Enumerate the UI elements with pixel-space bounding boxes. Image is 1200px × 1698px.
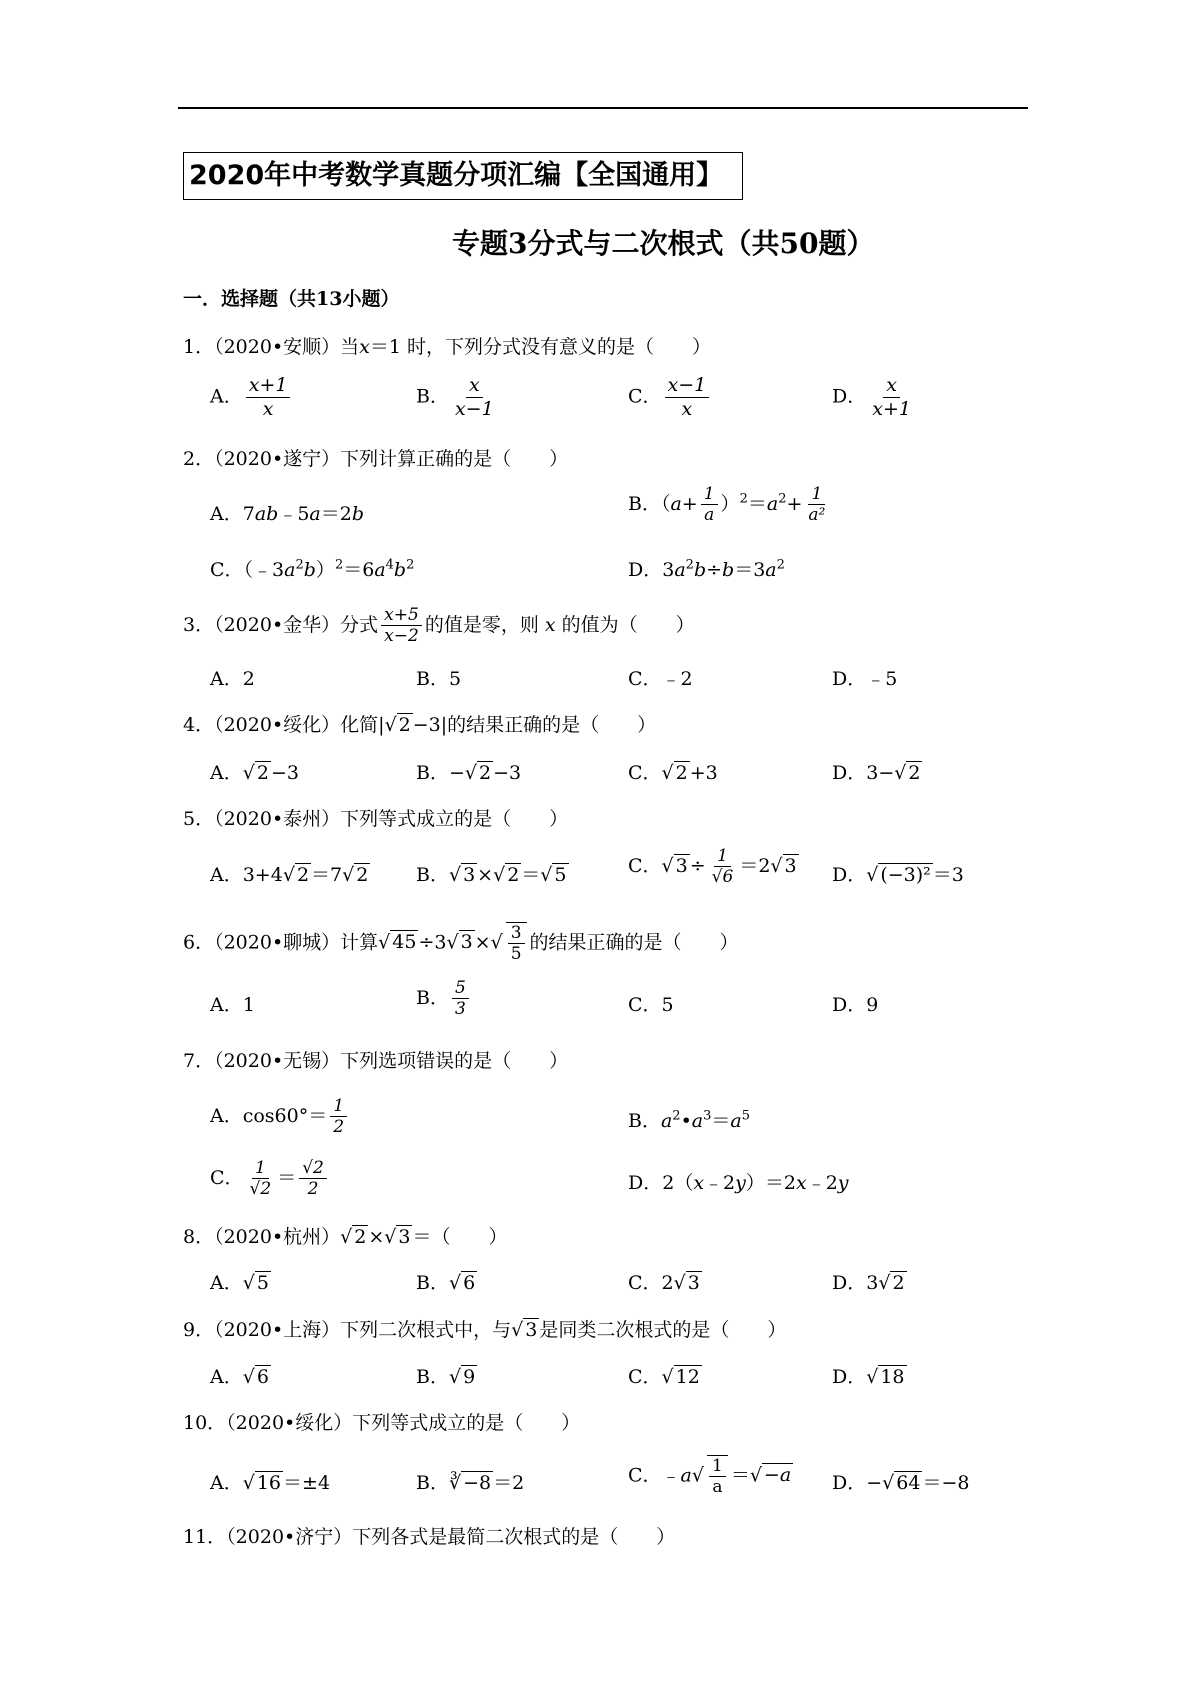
question-9: 9．（2020•上海）下列二次根式中，与√ 3 是同类二次根式的是（ ） — [183, 1319, 787, 1341]
q1-option-d: D． $\frac{x}{x+1}$ — [832, 374, 911, 420]
q1-option-a: A． $\frac{x+1}{x}$ — [210, 374, 293, 421]
q9-option-d: D．√ 18 — [832, 1366, 905, 1388]
q8-option-b: B．√ 6 — [416, 1272, 476, 1294]
question-6: 6．（2020•聊城）计算√ 45 ÷3√ 3 ×√ $\frac{3}{5}$ 的结果正确的是（ ） — [183, 923, 739, 965]
q1-option-c: C． $\frac{x-1}{x}$ — [628, 374, 712, 421]
q3-option-d: D．﹣5 — [832, 668, 898, 690]
q3-option-a: A．2 — [210, 668, 255, 690]
q2-option-a: A．7ab﹣5a＝2b — [210, 503, 364, 525]
q10-option-d: D．−√ 64 ＝−8 — [832, 1472, 970, 1494]
document-title: 2020年中考数学真题分项汇编【全国通用】 — [183, 152, 743, 200]
q4-option-c: C．√ 2 +3 — [628, 762, 718, 784]
q2-option-b: B．（a+ $\frac{1}{a}$ ）$^2=a^2+$ $\frac{1}{\text{a²}}$ — [628, 484, 826, 526]
q7-option-d: D．2（x﹣2y）＝2x﹣2y — [628, 1172, 849, 1194]
q5-option-c: C．√ 3 ÷ $\frac{1}{√6}$ ＝2√ 3 — [628, 846, 797, 888]
q6-option-b: B． $\frac{5}{3}$ — [416, 978, 472, 1020]
q7-option-b: B．$a^2•a^3=a^5$ — [628, 1108, 751, 1132]
q7-option-a: A．cos60°＝ $\frac{1}{2}$ — [210, 1096, 350, 1138]
q4-option-d: D．3−√ 2 — [832, 762, 921, 784]
q6-option-c: C．5 — [628, 994, 674, 1016]
question-10: 10．（2020•绥化）下列等式成立的是（ ） — [183, 1412, 581, 1434]
q3-option-b: B．5 — [416, 668, 462, 690]
q2-option-d: D．$3a^2b\div b=3a^2$ — [628, 557, 785, 581]
section-heading: 一．选择题（共13小题） — [183, 288, 400, 310]
q9-option-a: A．√ 6 — [210, 1366, 269, 1388]
question-4: 4．（2020•绥化）化简|√ 2 −3|的结果正确的是（ ） — [183, 714, 657, 736]
question-1: 1．（2020•安顺）当x＝1 时，下列分式没有意义的是（ ） — [183, 336, 712, 358]
q8-option-c: C．2√ 3 — [628, 1272, 700, 1294]
q6-option-d: D．9 — [832, 994, 879, 1016]
q6-option-a: A．1 — [210, 994, 255, 1016]
q8-option-d: D．3√ 2 — [832, 1272, 905, 1294]
q4-option-b: B．−√ 2 −3 — [416, 762, 522, 784]
question-5: 5．（2020•泰州）下列等式成立的是（ ） — [183, 808, 569, 830]
q5-option-b: B．√ 3 ×√ 2 ＝√ 5 — [416, 864, 567, 886]
q2-option-c: C．$(﹣3a^2b)^2=6a^4b^2$ — [210, 557, 415, 581]
q10-option-b: B．∛ −8 ＝2 — [416, 1472, 525, 1494]
q7-option-c: C． $\frac{1}{√2}$ ＝ $\frac{√2}{2}$ — [210, 1158, 330, 1200]
question-11: 11．（2020•济宁）下列各式是最简二次根式的是（ ） — [183, 1526, 676, 1548]
q3-option-c: C．﹣2 — [628, 668, 693, 690]
q10-option-c: C．﹣a√ $\frac{1}{a}$ ＝√ −a — [628, 1456, 792, 1498]
q9-option-b: B．√ 9 — [416, 1366, 476, 1388]
q10-option-a: A．√ 16 ＝±4 — [210, 1472, 331, 1494]
topic-subtitle: 专题3分式与二次根式（共50题） — [452, 227, 875, 260]
header-rule — [178, 107, 1028, 109]
question-2: 2．（2020•遂宁）下列计算正确的是（ ） — [183, 448, 569, 470]
q4-option-a: A．√ 2 −3 — [210, 762, 299, 784]
question-7: 7．（2020•无锡）下列选项错误的是（ ） — [183, 1050, 569, 1072]
q1-option-b: B． $\frac{x}{x-1}$ — [416, 374, 494, 420]
q8-option-a: A．√ 5 — [210, 1272, 269, 1294]
q5-option-d: D．√ (−3)² ＝3 — [832, 864, 964, 886]
question-8: 8．（2020•杭州）√ 2 ×√ 3 ＝（ ） — [183, 1226, 508, 1248]
question-3: 3．（2020•金华）分式 $\frac{x+5}{x-2}$ 的值是零，则 x 的值为（ ） — [183, 605, 695, 647]
q9-option-c: C．√ 12 — [628, 1366, 700, 1388]
q5-option-a: A．3+4√ 2 ＝7√ 2 — [210, 864, 369, 886]
